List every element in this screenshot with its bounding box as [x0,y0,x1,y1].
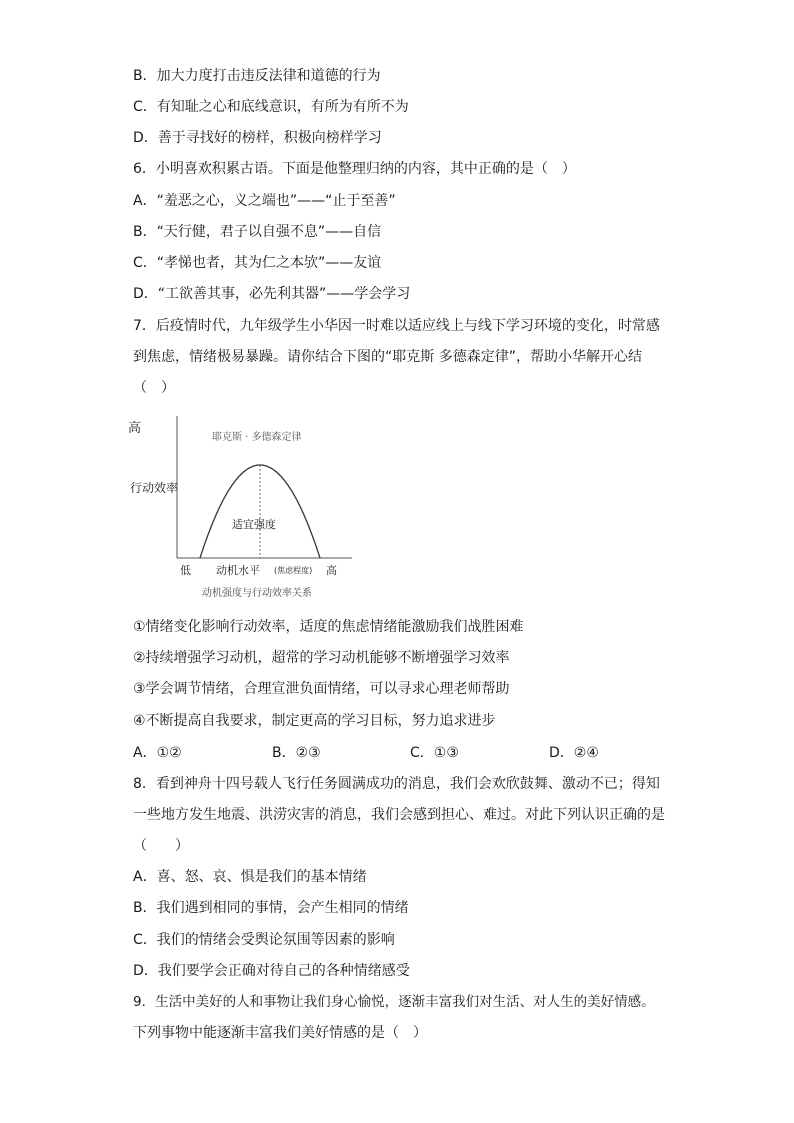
q5-option-b: B．加大力度打击违反法律和道德的行为 [133,68,381,84]
q6-option-a: A．“羞恶之心，义之端也”——“止于至善” [133,193,396,209]
q7-option-a: A．①② [133,745,182,761]
q8-stem-line1: 8．看到神舟十四号载人飞行任务圆满成功的消息，我们会欢欣鼓舞、激动不已；得知 [133,776,660,792]
q8-option-a: A．喜、怒、哀、惧是我们的基本情绪 [133,869,367,885]
yerkes-dodson-chart [128,410,360,602]
q5-option-d: D．善于寻找好的榜样，积极向榜样学习 [133,130,382,146]
q8-option-d: D．我们要学会正确对待自己的各种情绪感受 [133,963,410,979]
q6-option-d: D．“工欲善其事，必先利其器”——学会学习 [133,286,411,302]
chart-x-high-label: 高 [326,564,337,577]
q7-statement-4: ④不断提高自我要求，制定更高的学习目标，努力追求进步 [133,713,496,729]
q7-stem-line3: （ ） [133,380,175,396]
chart-caption: 动机强度与行动效率关系 [202,588,312,599]
chart-x-axis-note: (焦虑程度) [274,566,313,575]
q8-stem-line2: 一些地方发生地震、洪涝灾害的消息，我们会感到担心、难过。对此下列认识正确的是 [133,807,665,823]
chart-y-high-label: 高 [128,421,142,436]
chart-annotation: 适宜强度 [232,518,276,531]
q7-stem-line1: 7．后疫情时代，九年级学生小华因一时难以适应线上与线下学习环境的变化，时常感 [133,318,660,334]
q7-statement-3: ③学会调节情绪，合理宣泄负面情绪，可以寻求心理老师帮助 [133,681,510,697]
q7-option-c: C．①③ [410,745,459,761]
q7-option-d: D．②④ [549,745,599,761]
q5-option-c: C．有知耻之心和底线意识，有所为有所不为 [133,99,409,115]
q6-option-b: B．“天行健，君子以自强不息”——自信 [133,224,382,240]
q6-stem: 6．小明喜欢积累古语。下面是他整理归纳的内容，其中正确的是（ ） [133,161,576,177]
q7-statement-1: ①情绪变化影响行动效率，适度的焦虑情绪能激励我们战胜困难 [133,619,524,635]
q7-stem-line2: 到焦虑，情绪极易暴躁。请你结合下图的“耶克斯 多德森定律”，帮助小华解开心结 [133,349,642,365]
q6-option-c: C．“孝悌也者，其为仁之本欤”——友谊 [133,255,382,271]
chart-y-axis-label: 行动效率 [130,481,179,495]
q7-option-b: B．②③ [272,745,321,761]
q8-option-b: B．我们遇到相同的事情，会产生相同的情绪 [133,900,409,916]
chart-title: 耶克斯 · 多德森定律 [212,432,302,443]
chart-x-axis-label: 动机水平 [216,564,260,577]
q9-stem-line2: 下列事物中能逐渐丰富我们美好情感的是（ ） [133,1025,427,1041]
q8-option-c: C．我们的情绪会受舆论氛围等因素的影响 [133,932,395,948]
q8-stem-line3: （ ） [133,838,189,854]
chart-x-low-label: 低 [180,564,191,577]
q9-stem-line1: 9．生活中美好的人和事物让我们身心愉悦，逐渐丰富我们对生活、对人生的美好情感。 [133,994,655,1010]
q7-statement-2: ②持续增强学习动机，超常的学习动机能够不断增强学习效率 [133,650,510,666]
